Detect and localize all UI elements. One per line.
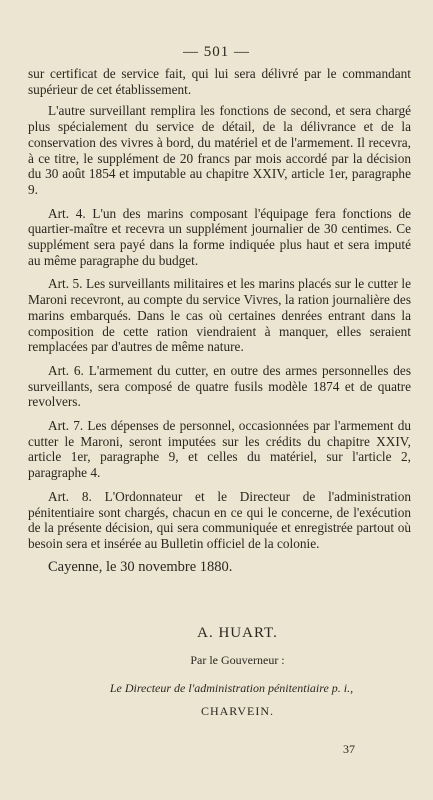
paragraph-second-surveillant: L'autre surveillant remplira les fonctions de second, et sera chargé plus spécialement du service de détail, de la délivrance et de la conservation des vivres à bord, du matériel et de l'armement. Il recevra, à ce titre, le supplément de 20 francs par mois accordé par la décision du 30 août 1854 et imputable au chapitre XXIV, article 1er, paragraphe 9. xyxy=(28,103,411,197)
par-le-gouverneur: Par le Gouverneur : xyxy=(190,653,285,667)
director-name: CHARVEIN. xyxy=(200,704,275,718)
paragraph-article-5: Art. 5. Les surveillants militaires et les marins placés sur le cutter le Maroni recevront, au compte du service Vivres, la ration journalière des marins embarqués. Dans le cas où certaines denrées entrant dans la composition de cette ration viendraient à manquer, elles seraient remplacées par d'autres de même nature. xyxy=(28,276,411,355)
signature-name: A. HUART. xyxy=(197,625,278,641)
date-line: Cayenne, le 30 novembre 1880. xyxy=(48,558,233,575)
paragraph-article-7: Art. 7. Les dépenses de personnel, occasionnées par l'armement du cutter le Maroni, seront imputées sur les crédits du chapitre XXIV, article 1er, paragraphe 9, et celles du matériel, sur l'article 2, paragraphe 4. xyxy=(28,418,411,481)
director-title: Le Directeur de l'administration pénitentiaire p. i., xyxy=(109,681,354,695)
page-number: — 501 — xyxy=(183,44,250,60)
paragraph-article-8: Art. 8. L'Ordonnateur et le Directeur de l'administration pénitentiaire sont chargés, chacun en ce qui le concerne, de l'exécution de la présente décision, qui sera communiquée et enregistrée partout où besoin sera et insérée au Bulletin officiel de la colonie. xyxy=(28,488,411,551)
paragraph-article-4: Art. 4. L'un des marins composant l'équipage fera fonctions de quartier-maître et recevra un supplément journalier de 30 centimes. Ce supplément sera payé dans la forme indiquée plus haut et sera imputé au même paragraphe du budget. xyxy=(28,205,411,268)
paragraph-continuation: sur certificat de service fait, qui lui sera délivré par le commandant supérieur de cet établissement. xyxy=(28,66,411,97)
footer-number: 37 xyxy=(343,742,355,756)
paragraph-article-6: Art. 6. L'armement du cutter, en outre des armes personnelles des surveillants, sera composé de quatre fusils modèle 1874 et de quatre revolvers. xyxy=(28,362,411,410)
document-body xyxy=(28,66,411,583)
